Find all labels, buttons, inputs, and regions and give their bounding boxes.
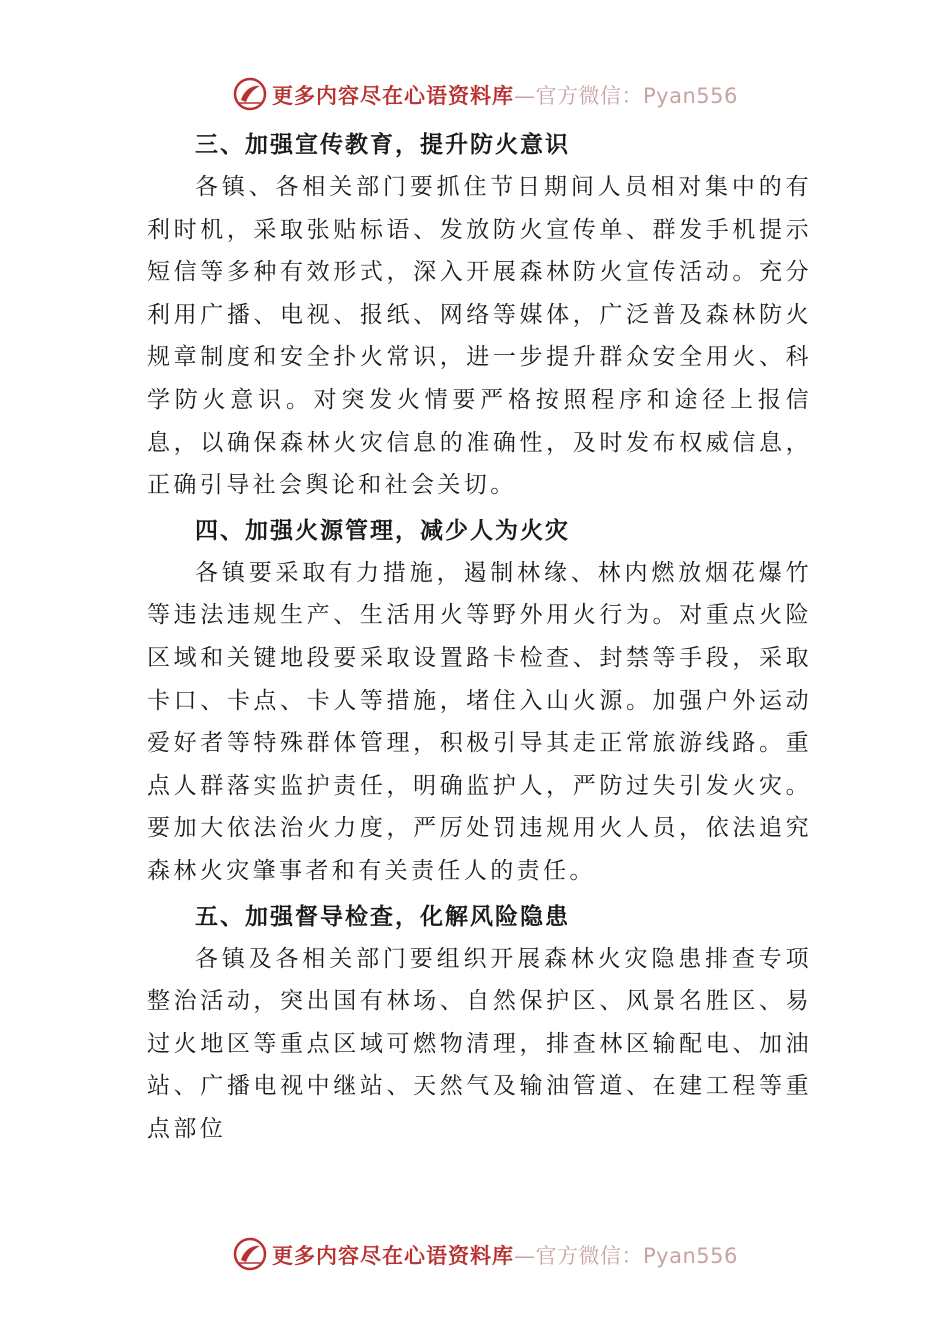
section-paragraph-3: 各镇、各相关部门要抓住节日期间人员相对集中的有利时机，采取张贴标语、发放防火宣传单、群发手机提示短信等多种有效形式，深入开展森林防火宣传活动。充分利用广播、电视、报纸、网络等媒体，广泛普及森林防火规章制度和安全扑火常识，进一步提升群众安全用火、科学防火意识。对突发火情要严格按照程序和途径上报信息，以确保森林火灾信息的准确性，及时发布权威信息，正确引导社会舆论和社会关切。 [147,174,812,499]
section-paragraph-5: 各镇及各相关部门要组织开展森林火灾隐患排查专项整治活动，突出国有林场、自然保护区、风景名胜区、易过火地区等重点区域可燃物清理，排查林区输配电、加油站、广播电视中继站、天然气及输油管道、在建工程等重点部位 [147,945,812,1142]
section-heading-5: 五、加强督导检查，化解风险隐患 [195,902,570,930]
banner-dash: — [514,84,536,108]
section-heading-4: 四、加强火源管理，减少人为火灾 [195,516,570,544]
section-heading-3: 三、加强宣传教育，提升防火意识 [195,131,570,158]
section-paragraph-4: 各镇要采取有力措施，遏制林缘、林内燃放烟花爆竹等违法违规生产、生活用火等野外用火行为。对重点火险区域和关键地段要采取设置路卡检查、封禁等手段，采取卡口、卡点、卡人等措施，堵住入山火源。加强户外运动爱好者等特殊群体管理，积极引导其走正常旅游线路。重点人群落实监护责任，明确监护人，严防过失引发火灾。要加大依法治火力度，严厉处罚违规用火人员，依法追究森林火灾肇事者和有关责任人的责任。 [147,559,812,884]
banner-wechat-text: 官方微信：Pyan556 [535,84,738,108]
header-banner [0,74,950,114]
footer-banner [0,1234,950,1274]
seal-logo-icon [232,1236,268,1272]
banner-wechat-text: 官方微信：Pyan556 [535,1244,738,1268]
banner-text [272,80,738,110]
document-body [147,124,812,1153]
seal-logo-icon [232,76,268,112]
banner-text [272,1240,738,1270]
banner-site-text: 更多内容尽在心语资料库 [272,1244,514,1268]
banner-dash: — [514,1244,536,1268]
banner-site-text: 更多内容尽在心语资料库 [272,84,514,108]
